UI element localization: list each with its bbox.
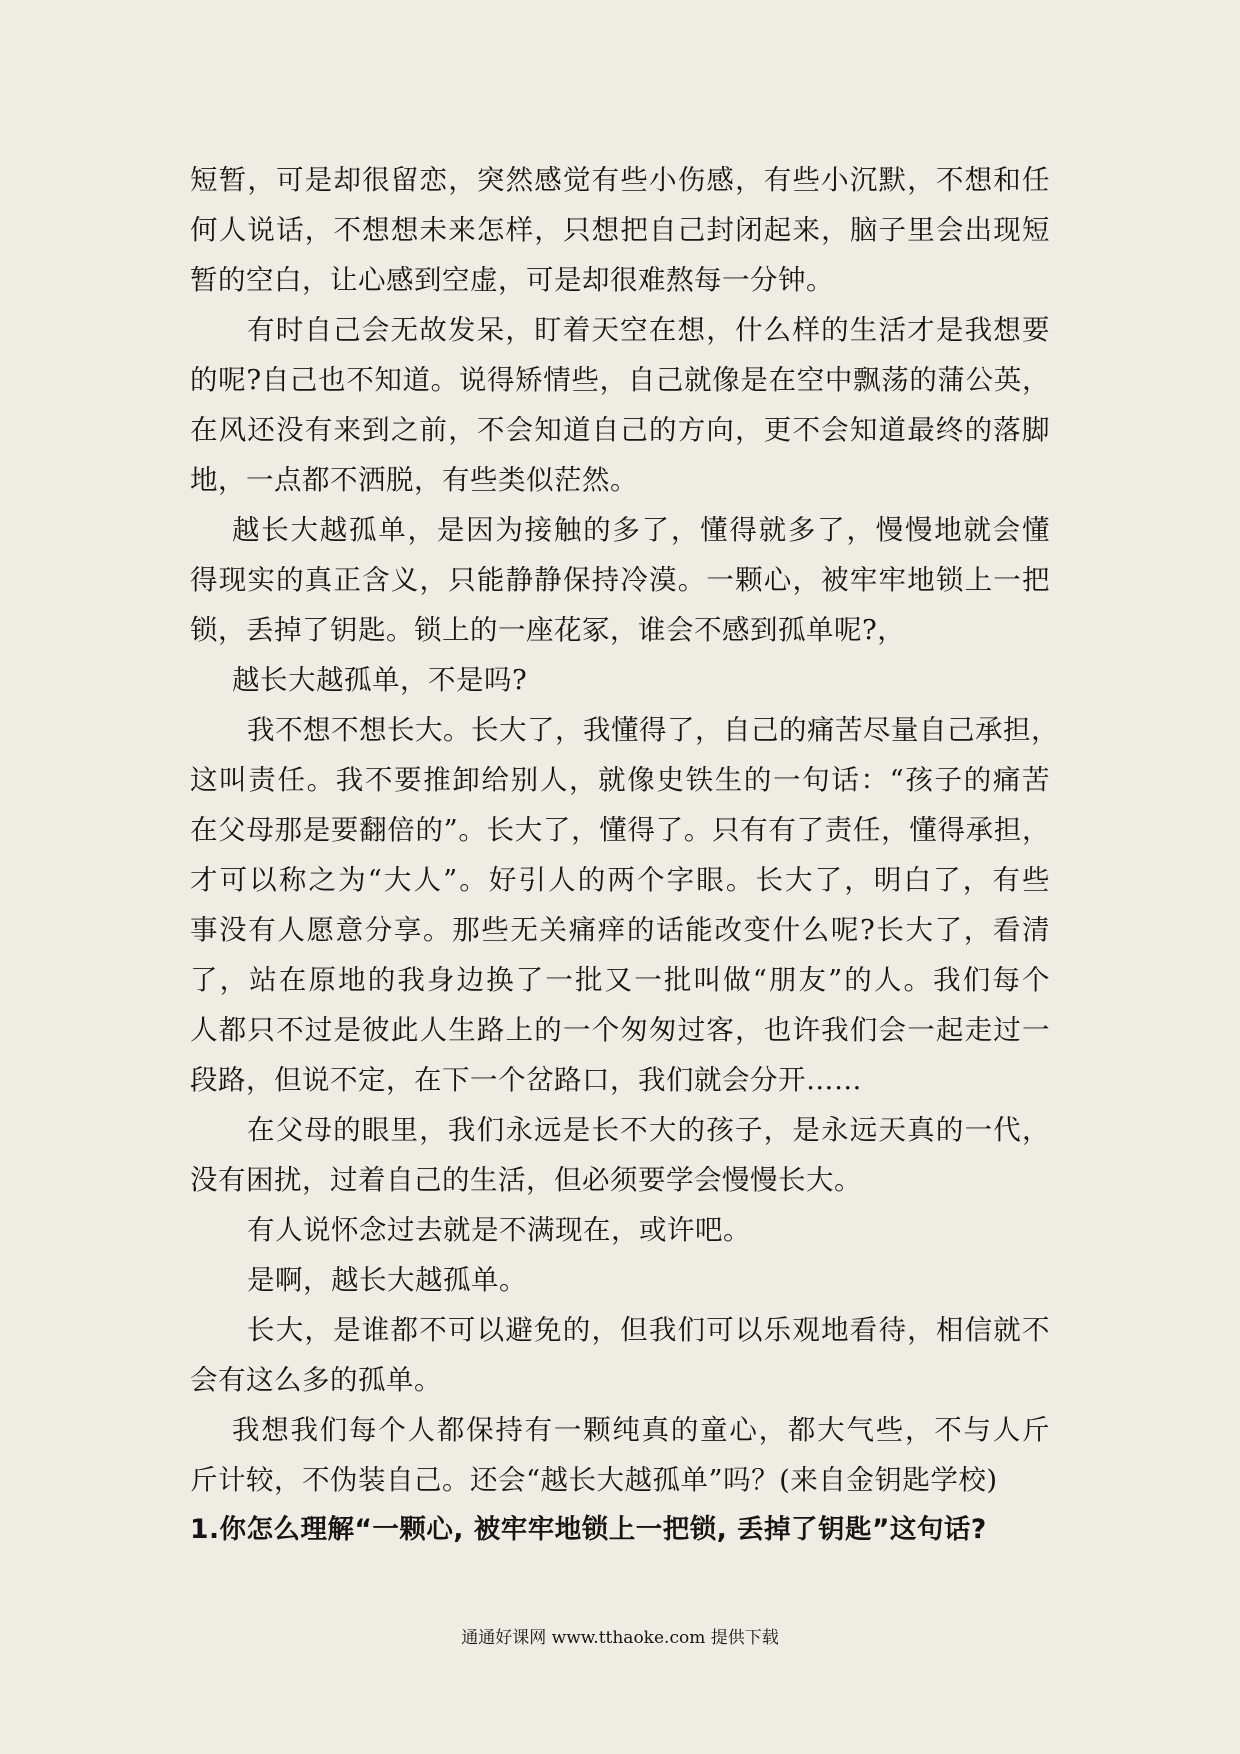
text-line: 了，站在原地的我身边换了一批又一批叫做“朋友”的人。我们每个 [190,964,1050,996]
text-line: 锁，丢掉了钥匙。锁上的一座花冢，谁会不感到孤单呢?， [190,614,906,646]
text-line: 暂的空白，让心感到空虚，可是却很难熬每一分钟。 [190,264,834,296]
text-line: 人都只不过是彼此人生路上的一个匆匆过客，也许我们会一起走过一 [190,1014,1050,1046]
text-line: 在父母那是要翻倍的”。长大了，懂得了。只有有了责任，懂得承担， [190,814,1050,846]
text-line: 得现实的真正含义，只能静静保持冷漠。一颗心，被牢牢地锁上一把 [190,564,1050,596]
question-line: 1.你怎么理解“一颗心, 被牢牢地锁上一把锁, 丢掉了钥匙”这句话? [190,1514,987,1545]
paragraph-start-line: 在父母的眼里，我们永远是长不大的孩子，是永远天真的一代， [247,1114,1050,1146]
text-line: 在风还没有来到之前，不会知道自己的方向，更不会知道最终的落脚 [190,414,1050,446]
text-line: 这叫责任。我不要推卸给别人，就像史铁生的一句话：“孩子的痛苦 [190,764,1050,796]
page-footer: 通通好课网 www.tthaoke.com 提供下载 [461,1628,779,1648]
paragraph-start-line: 有人说怀念过去就是不满现在，或许吧。 [247,1214,751,1246]
paragraph-start-line: 有时自己会无故发呆，盯着天空在想，什么样的生活才是我想要 [247,314,1050,346]
paragraph-start-line: 我不想不想长大。长大了，我懂得了，自己的痛苦尽量自己承担， [247,714,1059,746]
paragraph-start-line: 是啊，越长大越孤单。 [247,1264,527,1296]
paragraph-start-line: 越长大越孤单，不是吗? [232,664,528,696]
paragraph-start-line: 我想我们每个人都保持有一颗纯真的童心，都大气些，不与人斤 [232,1414,1050,1446]
text-line: 地，一点都不洒脱，有些类似茫然。 [190,464,638,496]
text-line: 段路，但说不定，在下一个岔路口，我们就会分开…… [190,1064,862,1096]
text-line: 事没有人愿意分享。那些无关痛痒的话能改变什么呢?长大了，看清 [190,914,1050,946]
text-line: 斤计较，不伪装自己。还会“越长大越孤单”吗？(来自金钥匙学校) [190,1464,998,1496]
paragraph-start-line: 长大，是谁都不可以避免的，但我们可以乐观地看待，相信就不 [247,1314,1050,1346]
text-line: 的呢?自己也不知道。说得矫情些，自己就像是在空中飘荡的蒲公英， [190,364,1050,396]
text-line: 会有这么多的孤单。 [190,1364,442,1396]
text-line: 何人说话，不想想未来怎样，只想把自己封闭起来，脑子里会出现短 [190,214,1050,246]
paragraph-start-line: 越长大越孤单，是因为接触的多了，懂得就多了，慢慢地就会懂 [232,514,1050,546]
text-line: 才可以称之为“大人”。好引人的两个字眼。长大了，明白了，有些 [190,864,1050,896]
text-line: 没有困扰，过着自己的生活，但必须要学会慢慢长大。 [190,1164,862,1196]
text-line: 短暂，可是却很留恋，突然感觉有些小伤感，有些小沉默，不想和任 [190,164,1050,196]
